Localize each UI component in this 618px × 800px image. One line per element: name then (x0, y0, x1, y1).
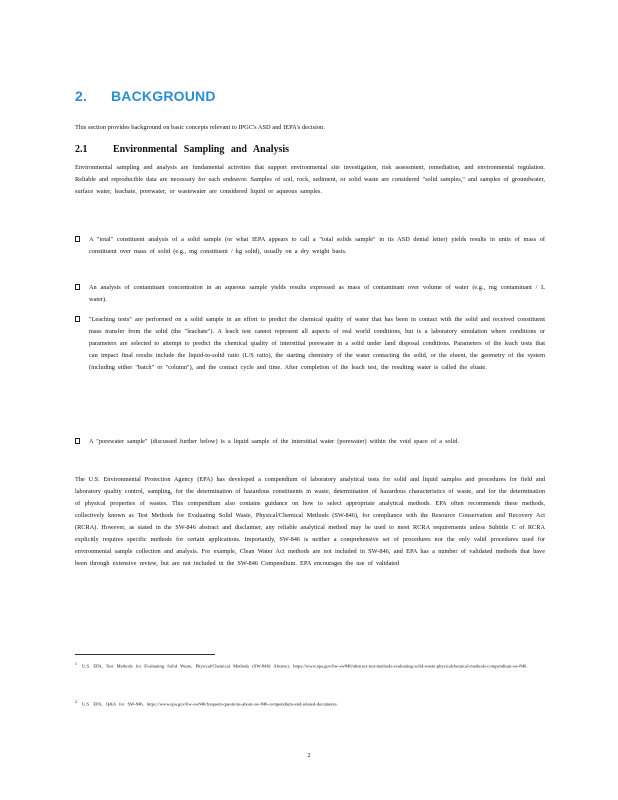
bullet-text: A "total" constituent analysis of a solid sample (or what IEPA appears to call a "total solids sample" in its ASD denial letter) yields results in units of mass of constituent over mass of solid (e.g., mg constituent / kg solid), usually on a dry weight basis. (89, 236, 545, 255)
paragraph-sampling: Environmental sampling and analysis are fundamental activities that support environmental site investigation, risk assessment, remediation, and environmental regulation. Reliable and reproducible data are necessary for each endeavor. Samples of soil, rock, sediment, or solid waste are considered "solid samples," and samples of groundwater, surface water, leachate, porewater, or wastewater are considered liquid or aqueous samples. (75, 164, 545, 195)
footnote (75, 698, 545, 709)
page-number: 2 (307, 753, 311, 759)
bullet-text: "Leaching tests" are performed on a solid sample in an effort to predict the chemical quality of water that has been in contact with the solid and received constituent mass transfer from the solid (the "leachate"). A leach test cannot represent all aspects of real world conditions, but is a laboratory simulation where conditions or parameters are selected to attempt to predict the chemical quality of interstitial porewater in a solid under land disposal conditions. Parameters of the leach tests that can impact final results include the liquid-to-solid ratio (L/S ratio), the starting chemistry of the water contacting the solid, or the eluent, the geometry of the system (including either "batch" or "column"), and the contact cycle and time. After completion of the leach test, the resulting water is called the eluate. (89, 316, 545, 371)
bullet-text: An analysis of contaminant concentration in an aqueous sample yields results expressed as mass of contaminant over volume of water (e.g., mg contaminant / L water). (89, 284, 545, 303)
footnote-mark: 2 (75, 699, 77, 704)
section-title: BACKGROUND (111, 88, 216, 104)
bullet-item (75, 436, 545, 448)
footnote-text: U.S. EPA, Q&A for SW-846, https://www.epa.gov/hw-sw846/frequent-questions-about-sw-846-compendium-and-related-documents. (82, 701, 338, 707)
paragraph-epa: The U.S. Environmental Protection Agency (EPA) has developed a compendium of laboratory analytical tests for solid and liquid samples and procedures for field and laboratory quality control, sampling, for the determination of hazardous constituents in waste, determination of hazardous characteristics of waste, and for the determination of physical properties of wastes. This compendium also contains guidance on how to select appropriate analytical methods. EPA often recommends these methods, collectively known as Test Methods for Evaluating Solid Waste, Physical/Chemical Methods (SW-846), for compliance with the Resource Conservation and Recovery Act (RCRA). However, as stated in the SW-846 abstract and disclaimer, any reliable analytical method may be used to meet RCRA requirements unless Subtitle C of RCRA explicitly requires specific methods for certain applications. Importantly, SW-846 is neither a comprehensive set of procedures nor the only valid procedures used for environmental sample collection and analysis. For example, Clean Water Act methods are not included in SW-846, and EPA has a number of validated methods that have been through extensive review, but are not included in the SW-846 Compendium. EPA encourages the use of validated (75, 476, 545, 567)
footnote-text: U.S. EPA, Test Methods for Evaluating Solid Waste, Physical/Chemical Methods (SW-846) Abstract, https://www.epa.gov/hw-sw846/abstract-test-methods-evaluating-solid-waste-physicalchemical-methods-compendium-sw-846. (82, 663, 528, 669)
intro-text: This section provides background on basic concepts relevant to IPGC's ASD and IEPA's decision. (75, 124, 325, 131)
checkbox-bullet-icon (75, 236, 80, 242)
footnote (75, 660, 545, 671)
footnote-divider (75, 654, 215, 655)
bullet-item (75, 234, 545, 258)
checkbox-bullet-icon (75, 438, 80, 444)
bullet-item (75, 282, 545, 306)
bullet-item (75, 314, 545, 374)
subsection-title: Environmental Sampling and Analysis (113, 144, 290, 155)
subsection-heading (75, 144, 545, 155)
checkbox-bullet-icon (75, 284, 80, 290)
section-heading (75, 88, 216, 104)
bullet-text: A "porewater sample" (discussed further below) is a liquid sample of the interstitial water (porewater) within the void space of a solid. (89, 438, 459, 445)
footnote-mark: 1 (75, 661, 77, 666)
section-number: 2. (75, 88, 88, 104)
subsection-number: 2.1 (75, 144, 88, 155)
checkbox-bullet-icon (75, 316, 80, 322)
